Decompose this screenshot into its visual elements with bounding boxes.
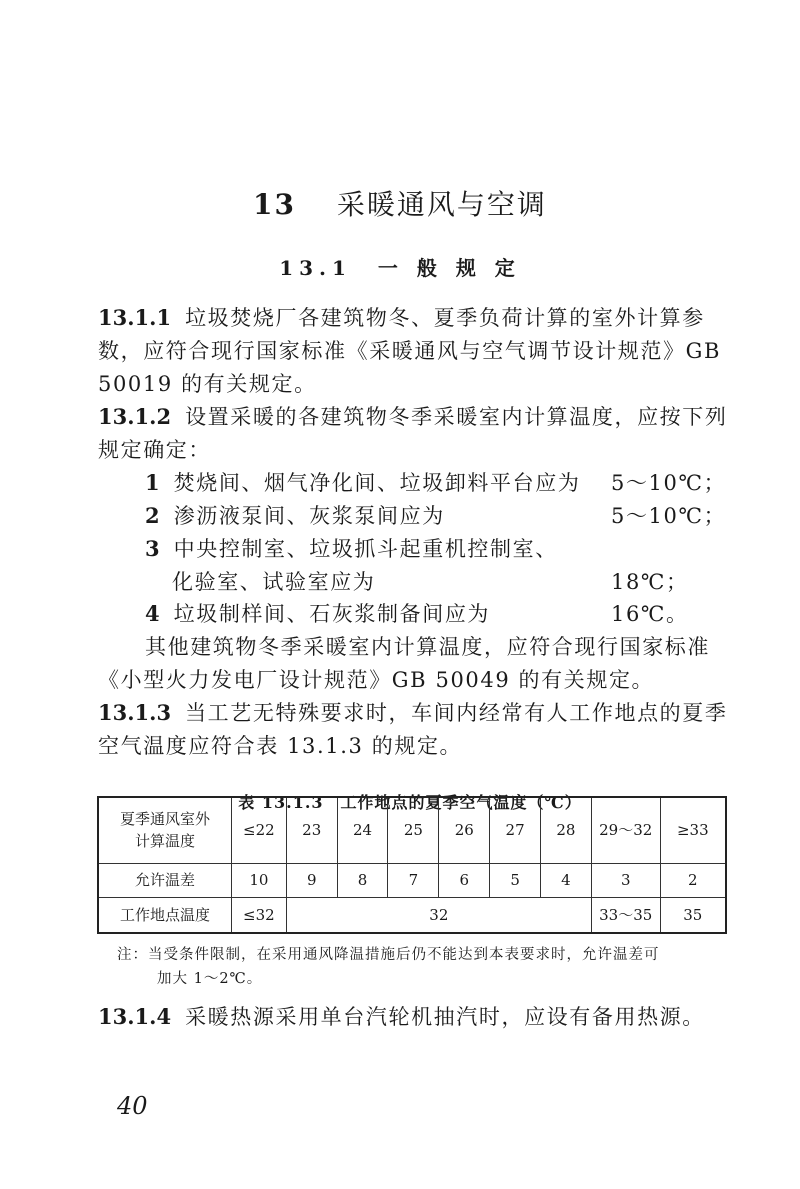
list-item: 1 焚烧间、烟气净化间、垃圾卸料平台应为 5～10℃； [145,470,727,495]
cell: 10 [231,863,286,897]
list-item: 3 中央控制室、垃圾抓斗起重机控制室、 [145,536,558,561]
page-number: 40 [117,1092,148,1120]
text-line: 数，应符合现行国家标准《采暖通风与空气调节设计规范》GB [98,339,722,363]
cell: 32 [286,897,591,933]
cell: ≤32 [231,897,286,933]
cell: 5 [490,863,541,897]
text-line: 《小型火力发电厂设计规范》GB 50049 的有关规定。 [98,668,655,692]
row-header: 工作地点温度 [98,897,231,933]
list-item: 4 垃圾制样间、石灰浆制备间应为 16℃。 [145,601,689,626]
cell: 35 [660,897,726,933]
cell: 33～35 [591,897,660,933]
chapter-title: 13 采暖通风与空调 [253,188,547,221]
clause-13-1-2: 13.1.2 设置采暖的各建筑物冬季采暖室内计算温度，应按下列 [98,404,728,429]
text-line: 50019 的有关规定。 [98,372,317,396]
cell: 27 [490,797,541,863]
clause-13-1-4: 13.1.4 采暖热源采用单台汽轮机抽汽时，应设有备用热源。 [98,1004,705,1029]
cell: 4 [541,863,592,897]
cell: 6 [439,863,490,897]
summer-temperature-table [97,796,727,934]
table-row [98,897,726,933]
cell: 29～32 [591,797,660,863]
cell: ≥33 [660,797,726,863]
cell: 2 [660,863,726,897]
section-title: 13.1 一 般 规 定 [279,256,521,280]
table-row [98,863,726,897]
cell: 3 [591,863,660,897]
cell: 9 [286,863,337,897]
cell: 26 [439,797,490,863]
table-row [98,797,726,863]
text-line: 空气温度应符合表 13.1.3 的规定。 [98,734,463,758]
text-line: 规定确定： [98,438,211,462]
cell: ≤22 [231,797,286,863]
cell: 8 [337,863,388,897]
clause-13-1-1: 13.1.1 垃圾焚烧厂各建筑物冬、夏季负荷计算的室外计算参 [98,305,705,330]
cell: 24 [337,797,388,863]
cell: 28 [541,797,592,863]
list-item: 2 渗沥液泵间、灰浆泵间应为 5～10℃； [145,503,727,528]
table-caption: 表 13.1.3 工作地点的夏季空气温度（℃） [238,793,582,812]
row-header: 夏季通风室外 计算温度 [98,797,231,863]
table-note-cont: 加大 1～2℃。 [157,971,263,987]
table-note: 注：当受条件限制，在采用通风降温措施后仍不能达到本表要求时，允许温差可 [117,947,660,963]
clause-13-1-3: 13.1.3 当工艺无特殊要求时，车间内经常有人工作地点的夏季 [98,700,728,725]
row-header: 允许温差 [98,863,231,897]
text-line: 其他建筑物冬季采暖室内计算温度，应符合现行国家标准 [145,635,710,659]
cell: 23 [286,797,337,863]
cell: 25 [388,797,439,863]
cell: 7 [388,863,439,897]
list-item-cont: 化验室、试验室应为 18℃； [172,570,689,594]
